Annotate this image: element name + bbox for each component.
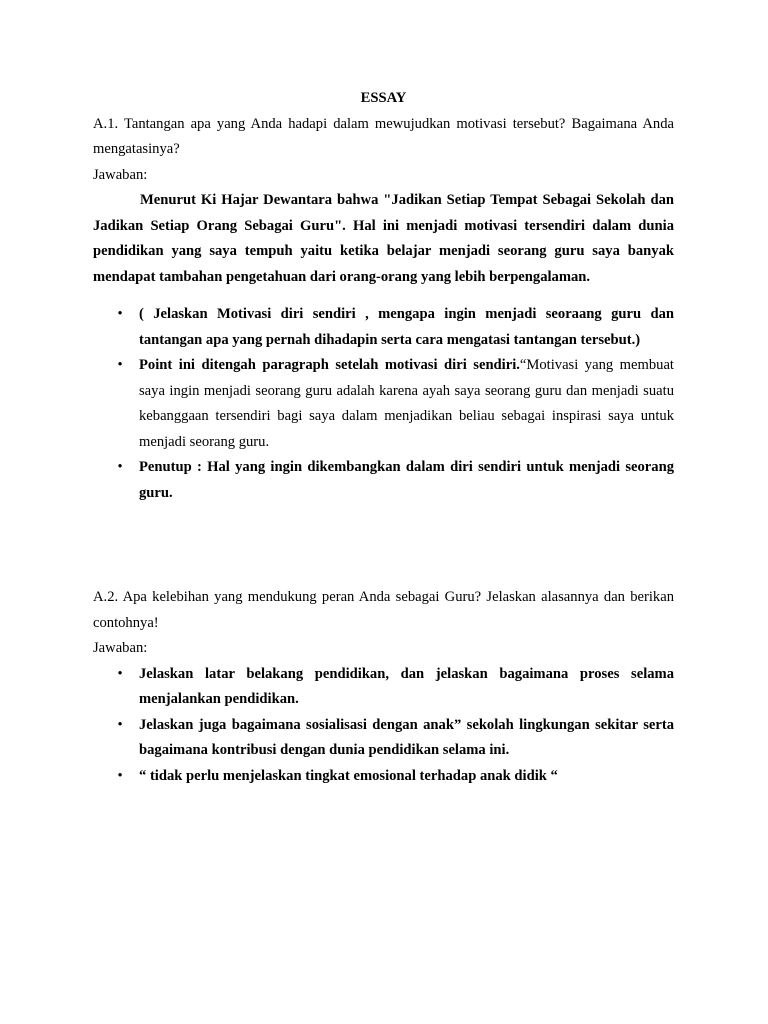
bullet-bold-text: ( Jelaskan Motivasi diri sendiri , mengapa ingin menjadi seoraang guru dan tantangan apa yang pernah dihadapin serta cara mengatasi tantangan tersebut.) bbox=[139, 306, 674, 348]
list-item bbox=[93, 662, 674, 713]
bullet-bold-text: “ tidak perlu menjelaskan tingkat emosional terhadap anak didik “ bbox=[139, 767, 558, 784]
answer-label-a2: Jawaban: bbox=[93, 640, 148, 656]
essay-title: ESSAY bbox=[360, 90, 407, 106]
bullet-icon: • bbox=[117, 459, 123, 475]
bullet-icon: • bbox=[117, 665, 123, 682]
bullet-icon: • bbox=[117, 306, 123, 322]
answer-label-a1: Jawaban: bbox=[93, 166, 148, 183]
list-item bbox=[93, 713, 674, 764]
question-a1: A.1. Tantangan apa yang Anda hadapi dalam mewujudkan motivasi tersebut? Bagaimana Anda mengatasinya? bbox=[93, 115, 674, 157]
question-a2: A.2. Apa kelebihan yang mendukung peran Anda sebagai Guru? Jelaskan alasannya dan berikan contohnya! bbox=[93, 589, 674, 631]
bullet-normal-text: “Motivasi yang membuat saya ingin menjadi seorang guru adalah karena ayah saya seorang guru dan menjadi suatu kebanggaan tersendiri bagi saya dalam menjadikan beliau sebagai inspirasi saya untuk menjadi seorang guru. bbox=[139, 357, 674, 450]
bullet-bold-text: Jelaskan juga bagaimana sosialisasi dengan anak” sekolah lingkungan sekitar serta bagaimana kontribusi dengan dunia pendidikan selama ini. bbox=[139, 716, 674, 758]
list-item bbox=[93, 764, 674, 790]
section-a2 bbox=[93, 585, 674, 789]
bullet-icon: • bbox=[117, 357, 123, 373]
bullet-icon: • bbox=[117, 716, 123, 733]
list-item bbox=[93, 455, 674, 506]
bullet-bold-text: Penutup : Hal yang ingin dikembangkan dalam diri sendiri untuk menjadi seorang guru. bbox=[139, 459, 674, 501]
list-item bbox=[93, 353, 674, 455]
bullet-list-a2 bbox=[93, 662, 674, 790]
bullet-icon: • bbox=[117, 767, 123, 784]
list-item bbox=[93, 302, 674, 353]
answer-paragraph-a1: Menurut Ki Hajar Dewantara bahwa "Jadikan Setiap Tempat Sebagai Sekolah dan Jadikan Setiap Orang Sebagai Guru". Hal ini menjadi motivasi tersendiri dalam dunia pendidikan yang saya tempuh yaitu ketika belajar menjadi seorang guru saya banyak mendapat tambahan pengetahuan dari orang-orang yang lebih berpengalaman. bbox=[93, 192, 674, 285]
bullet-list-a1 bbox=[93, 302, 674, 506]
bullet-bold-text: Point ini ditengah paragraph setelah motivasi diri sendiri. bbox=[139, 357, 520, 373]
document-page bbox=[93, 86, 674, 789]
bullet-bold-text: Jelaskan latar belakang pendidikan, dan jelaskan bagaimana proses selama menjalankan pendidikan. bbox=[139, 665, 674, 707]
